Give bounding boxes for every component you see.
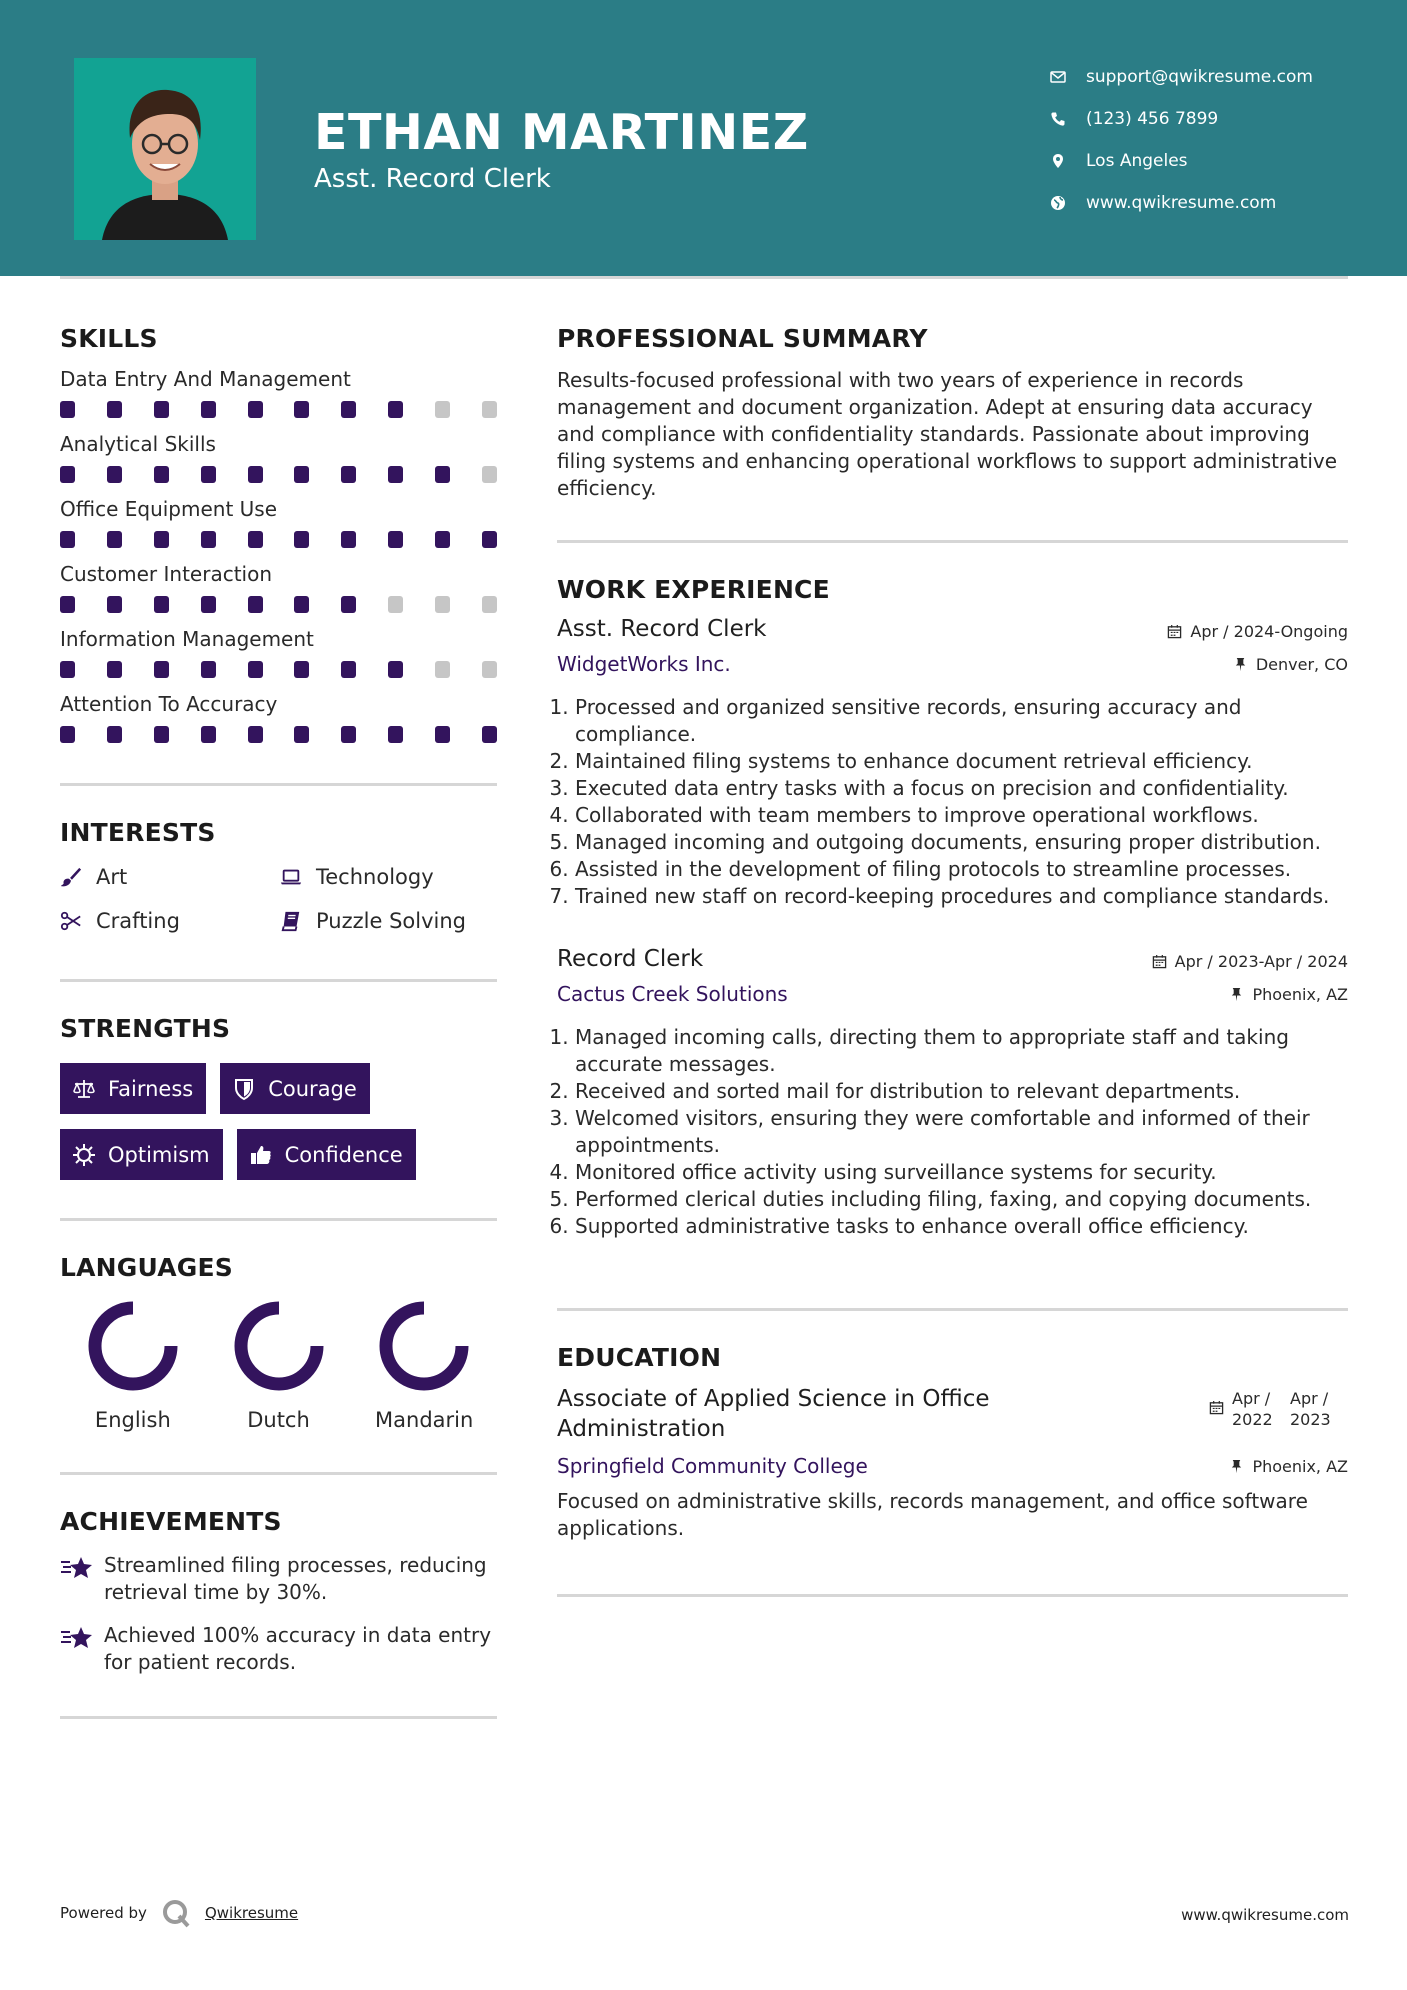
calendar-icon (1167, 624, 1182, 639)
skill-rating (60, 466, 497, 483)
skill-dot-filled (107, 531, 122, 548)
strength-optimism (60, 1129, 223, 1180)
contact-website[interactable] (1050, 182, 1380, 224)
language-item (206, 1300, 352, 1432)
skill-rating (60, 531, 497, 548)
duty-item: 4. Monitored office activity using surveillance systems for security. (575, 1159, 1348, 1186)
education-start: Apr / 2022 (1232, 1389, 1273, 1429)
job-date-text: Apr / 2023-Apr / 2024 (1174, 952, 1348, 971)
education-title: EDUCATION (557, 1343, 722, 1372)
pushpin-icon (1233, 657, 1248, 672)
skill-dot-filled (154, 466, 169, 483)
education-section (557, 1343, 1348, 1542)
section-divider (60, 1472, 497, 1475)
achievement-item (60, 1552, 497, 1606)
skill-dot-filled (294, 596, 309, 613)
interest-label: Art (96, 865, 128, 889)
section-divider (557, 1308, 1348, 1311)
left-column (60, 324, 497, 1719)
thumbs-up-icon (249, 1143, 273, 1167)
job-duties (557, 694, 1348, 910)
strengths-section (60, 1014, 497, 1180)
skill-dot-filled (388, 466, 403, 483)
skill-name: Customer Interaction (60, 562, 273, 586)
skill-dot-empty (435, 401, 450, 418)
education-end: Apr / 2023 (1290, 1389, 1331, 1429)
job-location (1233, 655, 1348, 674)
skill-dot-filled (294, 401, 309, 418)
contact-website-text: www.qwikresume.com (1086, 193, 1277, 213)
duty-item: 5. Performed clerical duties including filing, faxing, and copying documents. (575, 1186, 1348, 1213)
duty-item: 3. Executed data entry tasks with a focus on precision and confidentiality. (575, 775, 1348, 802)
section-divider (557, 1594, 1348, 1597)
skill-dot-empty (435, 596, 450, 613)
language-arc (386, 1308, 462, 1384)
skill-dot-filled (435, 466, 450, 483)
skill-dot-filled (482, 726, 497, 743)
achievement-item (60, 1622, 497, 1676)
achievement-text: Achieved 100% accuracy in data entry for patient records. (104, 1623, 492, 1674)
language-proficiency-ring (233, 1300, 325, 1392)
job-title: Record Clerk (557, 946, 704, 972)
summary-section (557, 324, 1348, 502)
strength-label: Confidence (284, 1142, 403, 1167)
skill-rating (60, 401, 497, 418)
summary-title: PROFESSIONAL SUMMARY (557, 324, 928, 353)
job-entry (557, 946, 1348, 1240)
contact-location (1050, 140, 1380, 182)
company-name: Cactus Creek Solutions (557, 982, 788, 1006)
skill-name: Information Management (60, 627, 314, 651)
globe-icon (1050, 195, 1086, 211)
job-entry (557, 616, 1348, 910)
shooting-star-icon (60, 1624, 94, 1652)
contact-location-text: Los Angeles (1086, 151, 1188, 171)
candidate-name: ETHAN MARTINEZ (314, 104, 809, 161)
strength-label: Courage (268, 1076, 357, 1101)
interest-label: Technology (316, 865, 434, 889)
job-location (1229, 985, 1348, 1004)
skill-dot-filled (107, 661, 122, 678)
job-title: Asst. Record Clerk (557, 616, 767, 642)
scissors-icon (60, 910, 82, 932)
skill-dot-filled (154, 531, 169, 548)
contact-phone[interactable] (1050, 98, 1380, 140)
skill-name: Attention To Accuracy (60, 692, 278, 716)
language-item (351, 1300, 497, 1432)
balance-scale-icon (72, 1077, 96, 1101)
interest-technology (280, 865, 497, 889)
strength-confidence (237, 1129, 416, 1180)
section-divider (60, 783, 497, 786)
shooting-star-icon (60, 1554, 94, 1582)
school-name: Springfield Community College (557, 1454, 868, 1478)
pushpin-icon (1229, 1459, 1244, 1474)
languages-section (60, 1253, 497, 1432)
skill-dot-filled (201, 661, 216, 678)
strengths-title: STRENGTHS (60, 1014, 231, 1043)
skill-dot-filled (294, 466, 309, 483)
duty-item: 2. Received and sorted mail for distribution to relevant departments. (575, 1078, 1348, 1105)
calendar-icon (1209, 1400, 1224, 1415)
skill-dot-filled (60, 726, 75, 743)
duty-item: 5. Managed incoming and outgoing documents, ensuring proper distribution. (575, 829, 1348, 856)
skill-dot-filled (341, 661, 356, 678)
resume-header (0, 0, 1407, 276)
duty-item: 6. Assisted in the development of filing protocols to streamline processes. (575, 856, 1348, 883)
interest-crafting (60, 909, 280, 933)
job-location-text: Phoenix, AZ (1252, 984, 1348, 1004)
duty-item: 3. Welcomed visitors, ensuring they were comfortable and informed of their appointments. (575, 1105, 1348, 1159)
skill-dot-filled (435, 726, 450, 743)
interest-label: Puzzle Solving (316, 909, 466, 933)
skill-dot-filled (388, 401, 403, 418)
skill-dot-filled (341, 466, 356, 483)
qwikresume-link[interactable]: Qwikresume (204, 1904, 299, 1922)
skill-dot-empty (482, 401, 497, 418)
school-location (1229, 1457, 1348, 1476)
skill-dot-filled (388, 531, 403, 548)
achievements-section (60, 1507, 497, 1676)
language-name: English (94, 1408, 171, 1432)
contact-email[interactable] (1050, 56, 1380, 98)
skill-dot-filled (154, 726, 169, 743)
skill-dot-filled (435, 531, 450, 548)
header-divider (60, 276, 1348, 279)
shield-icon (232, 1077, 256, 1101)
skill-dot-filled (60, 466, 75, 483)
skill-dot-filled (60, 401, 75, 418)
skill-dot-filled (201, 466, 216, 483)
map-pin-icon (1050, 153, 1086, 169)
achievement-text: Streamlined filing processes, reducing retrieval time by 30%. (104, 1553, 487, 1604)
duty-item: 2. Maintained filing systems to enhance document retrieval efficiency. (575, 748, 1348, 775)
skill-dot-filled (341, 531, 356, 548)
right-column (557, 324, 1348, 1597)
skill-dot-filled (201, 401, 216, 418)
education-date (1209, 1388, 1348, 1430)
section-divider (557, 540, 1348, 543)
paintbrush-icon (60, 866, 82, 888)
skill-dot-filled (248, 531, 263, 548)
skill-dot-filled (107, 596, 122, 613)
skill-dot-filled (107, 401, 122, 418)
skill-dot-empty (482, 466, 497, 483)
section-divider (60, 979, 497, 982)
skill-dot-filled (294, 661, 309, 678)
skill-dot-filled (294, 726, 309, 743)
skill-dot-empty (482, 661, 497, 678)
company-name: WidgetWorks Inc. (557, 652, 731, 676)
skill-dot-filled (60, 531, 75, 548)
section-divider (60, 1716, 497, 1719)
skill-dot-filled (388, 726, 403, 743)
job-date (1152, 952, 1348, 971)
contact-email-text: support@qwikresume.com (1086, 67, 1313, 87)
footer-website-link[interactable]: www.qwikresume.com (1181, 1906, 1349, 1924)
skill-dot-empty (482, 596, 497, 613)
skill-name: Analytical Skills (60, 432, 216, 456)
phone-icon (1050, 111, 1086, 127)
skill-dot-filled (107, 466, 122, 483)
strength-label: Optimism (108, 1142, 210, 1167)
skill-dot-filled (154, 596, 169, 613)
contact-list (1050, 56, 1380, 224)
interests-section (60, 818, 497, 933)
profile-photo (74, 58, 256, 240)
job-date (1167, 622, 1348, 641)
skill-dot-filled (248, 596, 263, 613)
language-arc (95, 1308, 171, 1384)
strength-label: Fairness (108, 1076, 194, 1101)
skill-dot-filled (154, 401, 169, 418)
experience-title: WORK EXPERIENCE (557, 575, 830, 604)
skill-dot-filled (107, 726, 122, 743)
strength-fairness (60, 1063, 206, 1114)
duty-item: 1. Processed and organized sensitive records, ensuring accuracy and compliance. (575, 694, 1348, 748)
interests-title: INTERESTS (60, 818, 216, 847)
section-divider (60, 1218, 497, 1221)
strength-courage (220, 1063, 370, 1114)
skills-section (60, 324, 497, 743)
duty-item: 1. Managed incoming calls, directing them to appropriate staff and taking accurate messages. (575, 1024, 1348, 1078)
book-icon (280, 910, 302, 932)
skill-dot-filled (201, 726, 216, 743)
languages-list (60, 1300, 497, 1432)
summary-text: Results-focused professional with two years of experience in records management and document organization. Adept at ensuring data accuracy and compliance with confidentiality standards. Passionate about improving filing systems and enhancing operational workflows to support administrative efficiency. (557, 368, 1338, 500)
school-location-text: Phoenix, AZ (1252, 1456, 1348, 1476)
skill-dot-filled (248, 661, 263, 678)
skills-title: SKILLS (60, 324, 158, 353)
job-date-text: Apr / 2024-Ongoing (1190, 622, 1348, 641)
skill-dot-empty (435, 661, 450, 678)
skill-dot-filled (294, 531, 309, 548)
skill-dot-empty (388, 596, 403, 613)
language-arc (241, 1308, 317, 1384)
language-name: Dutch (247, 1408, 310, 1432)
skill-dot-filled (341, 596, 356, 613)
language-item (60, 1300, 206, 1432)
language-name: Mandarin (375, 1408, 474, 1432)
skill-dot-filled (341, 726, 356, 743)
skill-dot-filled (248, 726, 263, 743)
language-proficiency-ring (378, 1300, 470, 1392)
experience-section (557, 575, 1348, 1240)
interests-grid (60, 865, 497, 933)
interest-label: Crafting (96, 909, 180, 933)
powered-by-text: Powered by (60, 1904, 147, 1922)
envelope-icon (1050, 69, 1086, 85)
strengths-list (60, 1063, 497, 1180)
degree-title: Associate of Applied Science in Office Administration (557, 1386, 990, 1442)
skill-dot-filled (201, 596, 216, 613)
interest-art (60, 865, 280, 889)
duty-item: 4. Collaborated with team members to improve operational workflows. (575, 802, 1348, 829)
language-proficiency-ring (87, 1300, 179, 1392)
candidate-role: Asst. Record Clerk (314, 164, 551, 194)
achievements-title: ACHIEVEMENTS (60, 1507, 282, 1536)
duty-item: 7. Trained new staff on record-keeping procedures and compliance standards. (575, 883, 1348, 910)
contact-phone-text: (123) 456 7899 (1086, 109, 1219, 129)
skill-rating (60, 596, 497, 613)
skill-rating (60, 726, 497, 743)
skills-list (60, 367, 497, 743)
skill-dot-filled (154, 661, 169, 678)
sun-icon (72, 1143, 96, 1167)
footer-branding (60, 1898, 298, 1928)
skill-dot-filled (60, 596, 75, 613)
skill-name: Office Equipment Use (60, 497, 278, 521)
languages-title: LANGUAGES (60, 1253, 234, 1282)
qwikresume-logo-icon (161, 1898, 191, 1928)
laptop-icon (280, 866, 302, 888)
skill-rating (60, 661, 497, 678)
calendar-icon (1152, 954, 1167, 969)
skill-dot-filled (60, 661, 75, 678)
pushpin-icon (1229, 987, 1244, 1002)
skill-dot-filled (482, 531, 497, 548)
job-location-text: Denver, CO (1255, 654, 1348, 674)
education-description: Focused on administrative skills, records management, and office software applications. (557, 1489, 1308, 1540)
skill-name: Data Entry And Management (60, 367, 351, 391)
duty-item: 6. Supported administrative tasks to enhance overall office efficiency. (575, 1213, 1348, 1240)
skill-dot-filled (201, 531, 216, 548)
skill-dot-filled (341, 401, 356, 418)
skill-dot-filled (388, 661, 403, 678)
skill-dot-filled (248, 466, 263, 483)
skill-dot-filled (248, 401, 263, 418)
job-duties (557, 1024, 1348, 1240)
interest-puzzle-solving (280, 909, 497, 933)
